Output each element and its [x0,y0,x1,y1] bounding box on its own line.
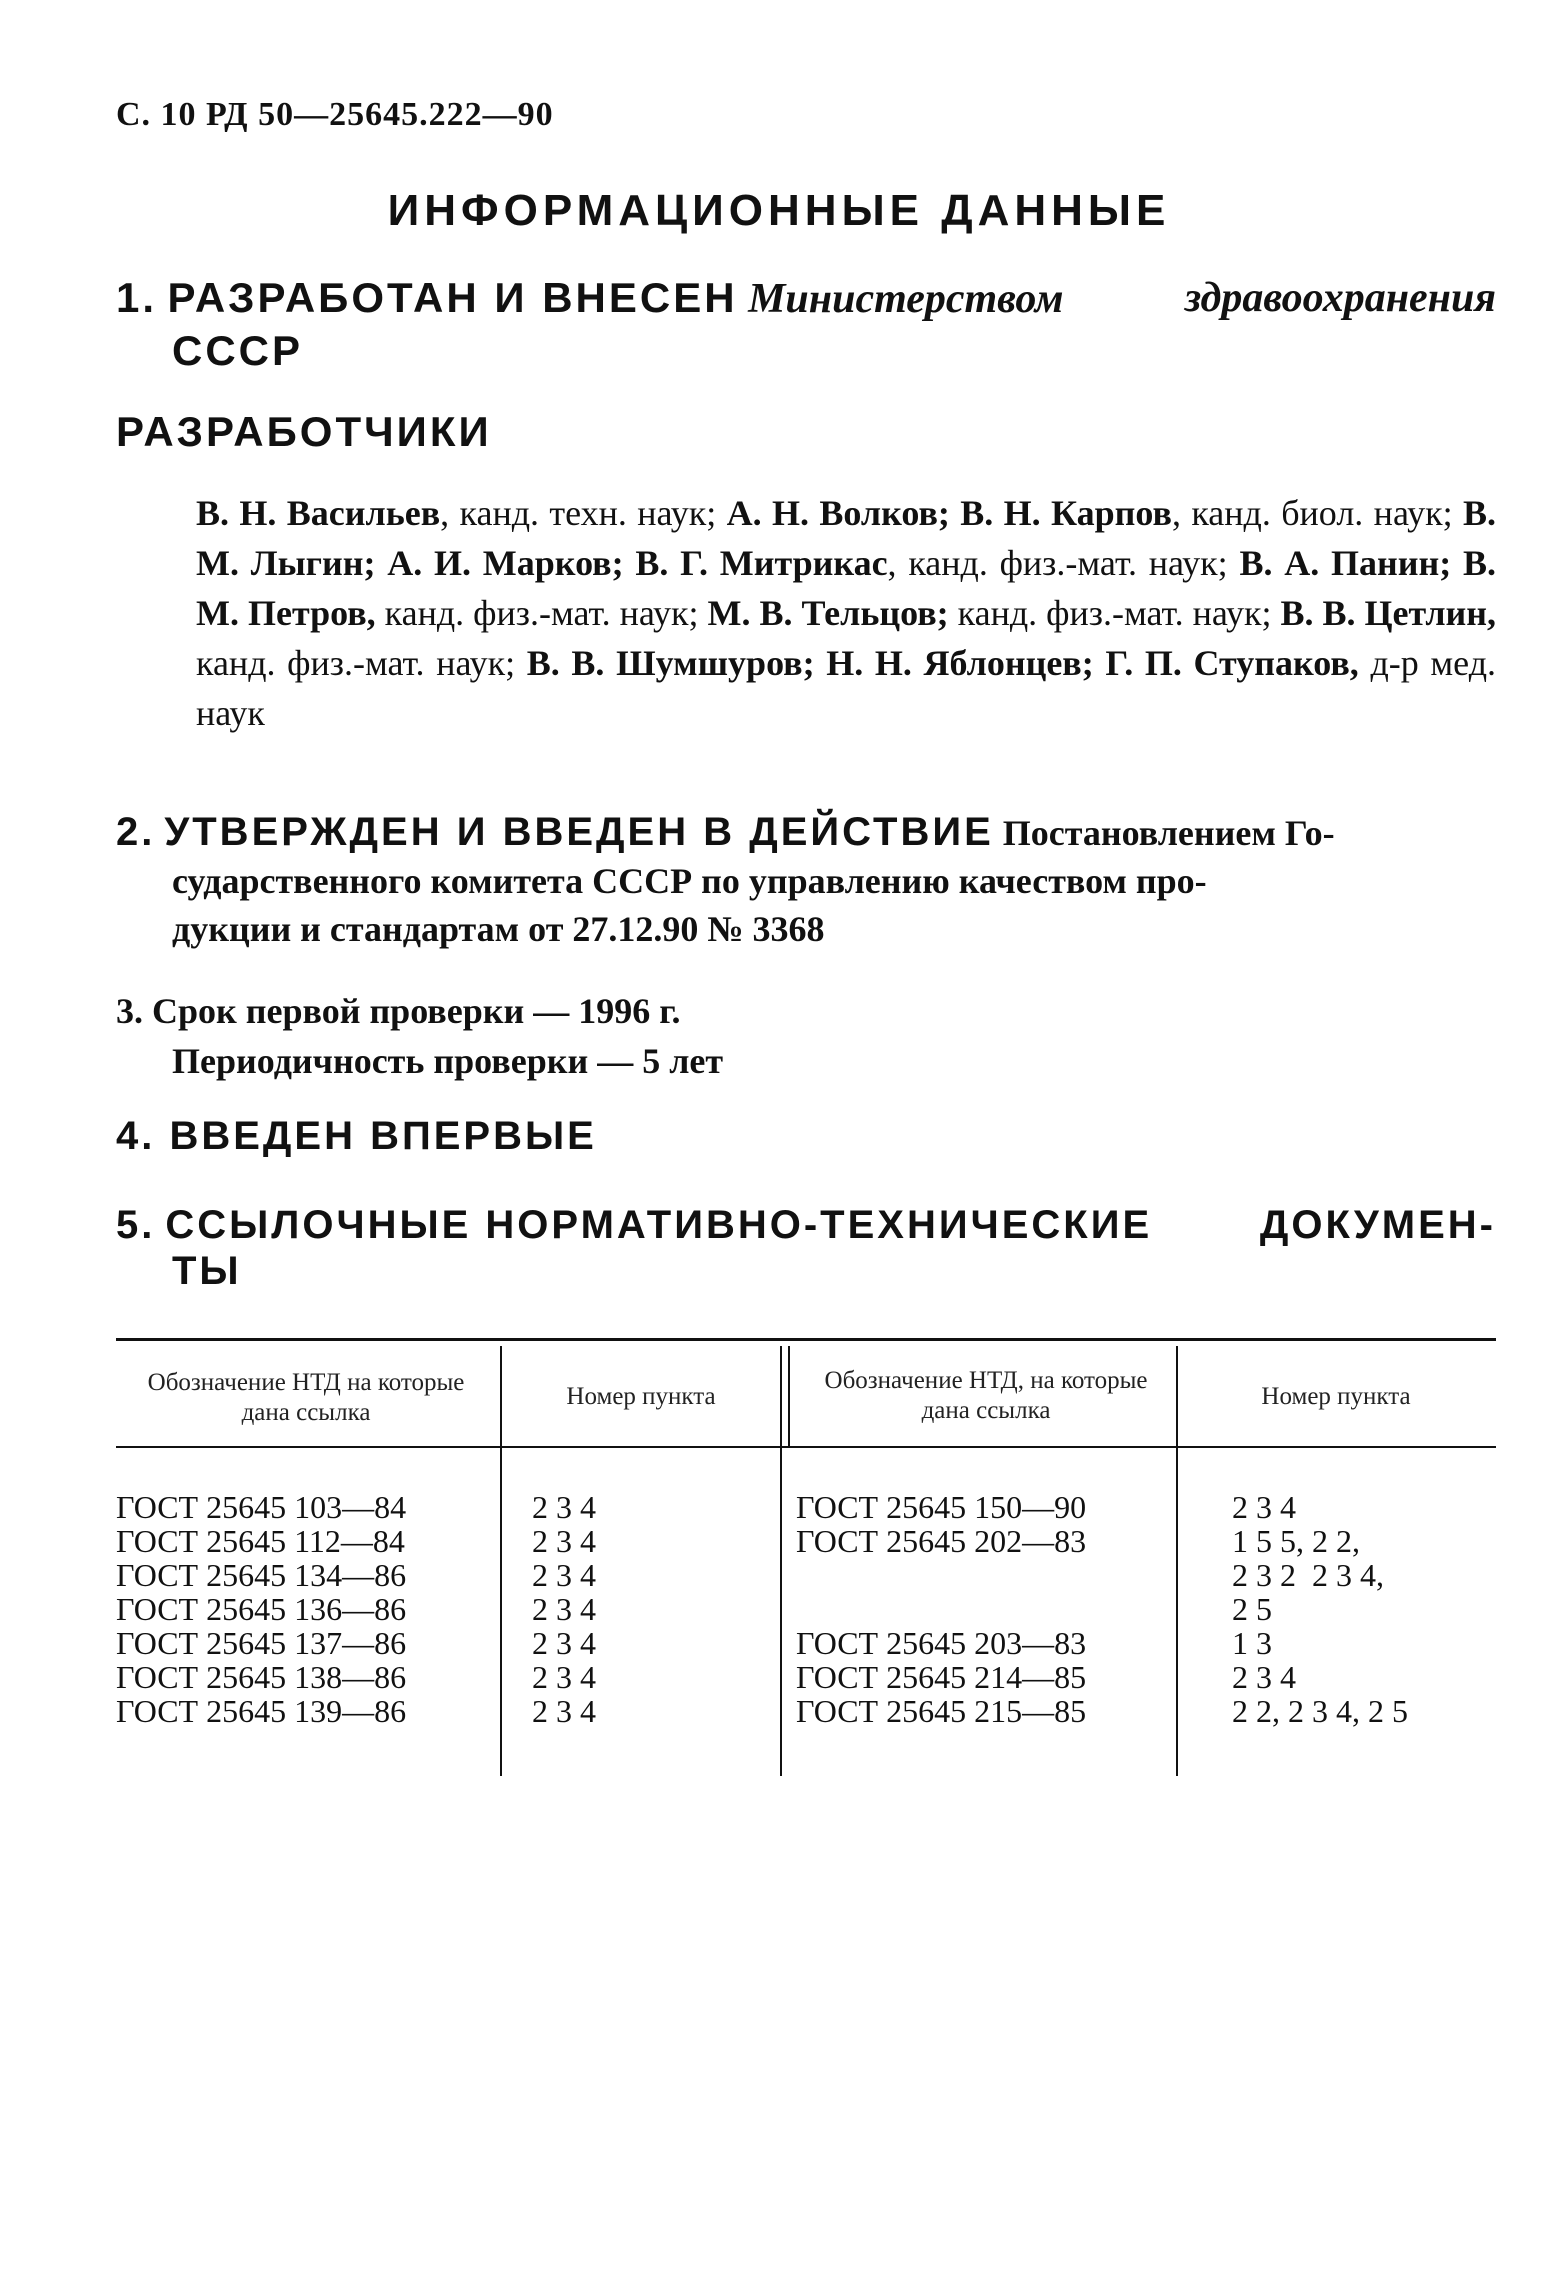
column-divider-2b [788,1346,790,1446]
table-cell-doc: ГОСТ 25645 103—84 [116,1489,407,1525]
developer-name: В. В. Цетлин, [1280,593,1497,633]
table-cell-doc: ГОСТ 25645 150—90 [796,1489,1087,1525]
section-2-line-2: сударственного комитета СССР по управлению качеством про- [172,861,1207,901]
section-5-label-b: ДОКУМЕН- [1259,1203,1496,1247]
section-5-number: 5. [116,1203,156,1247]
developer-degree: канд. физ.-мат. наук; [375,593,708,633]
column-left-points [532,1490,772,1728]
developers-list [196,488,1496,738]
table-top-rule [116,1338,1496,1341]
table-cell-doc: ГОСТ 25645 134—86 [116,1557,407,1593]
header-point-left: Номер пункта [566,1383,716,1410]
developers-heading: РАЗРАБОТЧИКИ [116,408,492,455]
table-cell-point: 2 3 4 [532,1489,596,1525]
table-cell-point: 2 3 2 2 3 4, [1232,1557,1384,1593]
table-cell-point: 2 3 4 [1232,1489,1296,1525]
table-cell-point: 2 3 4 [532,1557,596,1593]
section-5-label-a: ССЫЛОЧНЫЕ НОРМАТИВНО-ТЕХНИЧЕСКИЕ [165,1203,1153,1247]
section-3-line-1: 3. Срок первой проверки — 1996 г. [116,991,681,1031]
developer-name: В. Н. Васильев [196,493,441,533]
section-4: 4. ВВЕДЕН ВПЕРВЫЕ [116,1114,597,1158]
table-cell-point: 2 3 4 [1232,1659,1296,1695]
table-cell-doc: ГОСТ 25645 136—86 [116,1591,407,1627]
developer-degree: канд. физ.-мат. наук; [196,643,527,683]
developer-name: В. В. Шумшуров; Н. Н. Яблонцев; Г. П. Ступаков, [526,643,1359,683]
section-2-label: УТВЕРЖДЕН И ВВЕДЕН В ДЕЙСТВИЕ [164,810,994,854]
table-cell-point: 2 3 4 [532,1591,596,1627]
column-divider-2a [780,1346,782,1776]
table-cell-point: 2 3 4 [532,1659,596,1695]
table-cell-doc: ГОСТ 25645 214—85 [796,1659,1087,1695]
references-table [116,1338,1496,1778]
table-cell-point: 2 3 4 [532,1523,596,1559]
column-divider-3 [1176,1346,1178,1776]
table-cell-point: 2 3 4 [532,1693,596,1729]
section-2 [116,808,1496,953]
table-cell-doc [796,1592,1166,1626]
column-right-points [1232,1490,1496,1728]
header-doc-left: Обозначение НТД на которые дана ссылка [147,1369,465,1426]
developer-name: А. Н. Волков; В. Н. Карпов [726,493,1172,533]
section-3 [116,986,723,1086]
developer-degree: , канд. физ.-мат. наук; [887,543,1240,583]
developer-degree: д-р мед. наук [196,643,1497,733]
section-1-ministry-a: Министерством [748,276,1064,322]
column-left-docs [116,1490,496,1728]
developer-name: В. М. Лыгин; А. И. Марков; В. Г. Митрикас [196,493,1496,583]
table-cell-point: 2 5 [1232,1591,1272,1627]
section-2-line-3: дукции и стандартам от 27.12.90 № 3368 [172,909,825,949]
section-2-number: 2. [116,810,156,854]
section-5-label-c: ТЫ [172,1249,242,1293]
section-3-line-2: Периодичность проверки — 5 лет [172,1041,724,1081]
developer-name: М. В. Тельцов; [707,593,949,633]
section-1-number: 1. [116,274,158,321]
table-cell-doc: ГОСТ 25645 137—86 [116,1625,407,1661]
developer-degree: , канд. биол. наук; [1171,493,1463,533]
developer-name: В. А. Панин; В. М. Петров, [196,543,1496,633]
table-cell-doc: ГОСТ 25645 202—83 [796,1523,1087,1559]
table-cell-point: 1 5 5, 2 2, [1232,1523,1360,1559]
developer-degree: канд. физ.-мат. наук; [948,593,1281,633]
column-divider-1 [500,1346,502,1776]
table-cell-point: 1 3 [1232,1625,1272,1661]
page-title: ИНФОРМАЦИОННЫЕ ДАННЫЕ [387,186,1171,235]
column-right-docs [796,1490,1166,1728]
section-1-ministry-c: СССР [172,327,304,374]
table-cell-doc: ГОСТ 25645 203—83 [796,1625,1087,1661]
table-cell-point: 2 3 4 [532,1625,596,1661]
section-1-label: РАЗРАБОТАН И ВНЕСЕН [167,274,738,321]
section-1 [116,272,1496,377]
table-cell-point: 2 2, 2 3 4, 2 5 [1232,1693,1408,1729]
table-cell-doc: ГОСТ 25645 112—84 [116,1523,405,1559]
table-cell-doc: ГОСТ 25645 215—85 [796,1693,1087,1729]
table-cell-doc: ГОСТ 25645 139—86 [116,1693,407,1729]
table-header-rule [116,1446,1496,1448]
header-doc-right: Обозначение НТД, на которые дана ссылка [824,1367,1148,1424]
table-cell-doc [796,1558,1166,1592]
section-5 [116,1202,1496,1294]
table-cell-doc: ГОСТ 25645 138—86 [116,1659,407,1695]
page-header: С. 10 РД 50—25645.222—90 [116,96,554,133]
header-point-right: Номер пункта [1261,1383,1411,1410]
section-2-line-1: Постановлением Го- [993,813,1335,853]
section-1-ministry-b: здравоохранения [1184,275,1496,321]
developer-degree: , канд. техн. наук; [440,493,727,533]
